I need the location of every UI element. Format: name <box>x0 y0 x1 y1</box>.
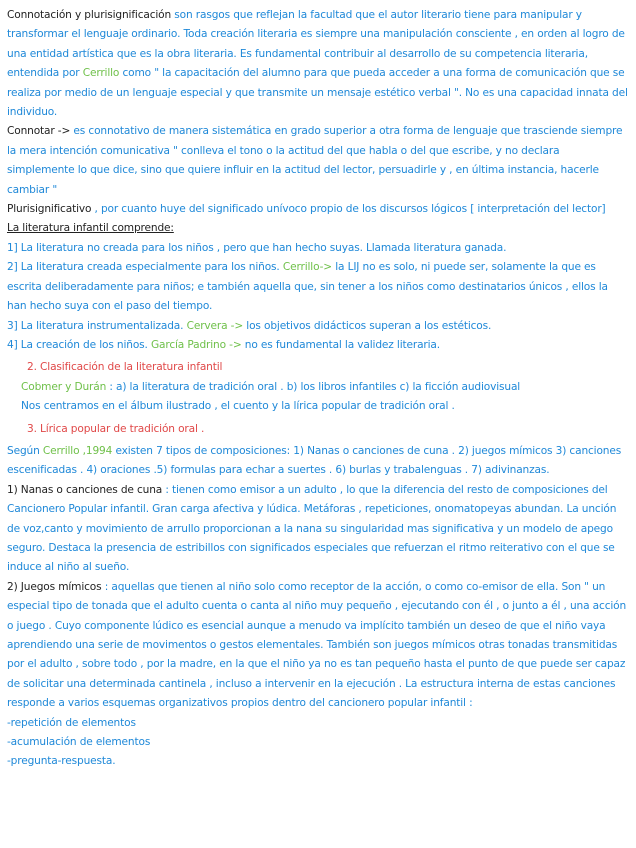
connotar-text: es connotativo de manera sistemática en grado superior a otra forma de lenguaje que trasciende siempre la mera intención comunicativa " conlleva el tono o la actitud del que habla o del que escribe, y no declara simplemente lo que dice, sino que quiere influir en la actitud del lector, persuadirle y , en última instancia, hacerle cambiar " <box>7 125 623 196</box>
intro-text-1: son rasgos que reflejan la facultad que el autor literario tiene para manipular y transformar el lenguaje ordinario. Toda creación literaria es siempre una manipulación consciente , en orden al logro de una entidad artística que es la obra literaria. Es fundamental contribuir al desarrollo de su competencia literaria, entendida por <box>7 9 625 80</box>
section-3-text-b: existen 7 tipos de composiciones: 1) Nanas o canciones de cuna . 2) juegos mímicos 3) canciones escenificadas . 4) oraciones .5) formulas para echar a suertes . 6) burlas y trabalenguas . 7) adivinanzas. <box>7 444 622 477</box>
section-3-author: Cerrillo ,1994 <box>42 444 113 457</box>
term-connotar: Connotar -> <box>7 125 71 138</box>
lij-item-3-text-a: 3] La literatura instrumentalizada. <box>7 319 187 332</box>
lij-item-2-text-b: la LIJ no es solo, ni puede ser, solamente la que es escrita deliberadamente para niños; e también aquella que, sin tener a los niños como destinatarios únicos , ellos la han hecho suya con el paso del tiempo. <box>7 261 608 313</box>
lij-item-3-text-b: los objetivos didácticos superan a los estéticos. <box>243 319 492 332</box>
lij-item-1: 1] La literatura no creada para los niños , pero que han hecho suyas. Llamada literatura ganada. <box>7 241 507 254</box>
section-2-text-1: : a) la literatura de tradición oral . b) los libros infantiles c) la ficción audiovisual <box>106 380 521 393</box>
author-cerrillo: Cerrillo <box>82 67 120 80</box>
section-2-line-2: Nos centramos en el álbum ilustrado , el cuento y la lírica popular de tradición oral . <box>21 400 455 413</box>
term-nanas: 1) Nanas o canciones de cuna <box>7 483 163 496</box>
nanas-paragraph <box>7 481 630 578</box>
lij-item-3-author: Cervera -> <box>186 319 244 332</box>
lij-item-4-text-b: no es fundamental la validez literaria. <box>241 338 440 351</box>
nanas-text: : tienen como emisor a un adulto , lo que la diferencia del resto de composiciones del Cancionero Popular infantil. Gran carga afectiva y lúdica. Metáforas , repeticiones, onomatopeyas abundan. La unción de voz,canto y movimiento de arrullo proporcionan a la nana su singularidad mas significativa y un modelo de apego seguro. Destaca la presencia de estribillos con significados especiales que refuerzan el ritmo reiterativo con el que se induce al niño al sueño. <box>7 483 617 574</box>
pluri-paragraph <box>7 200 630 219</box>
list-item: -acumulación de elementos <box>7 736 151 749</box>
lij-item-4-text-a: 4] La creación de los niños. <box>7 338 151 351</box>
list-item: -repetición de elementos <box>7 716 136 729</box>
lij-item-2-text-a: 2] La literatura creada especialmente para los niños. <box>7 261 283 274</box>
term-juegos: 2) Juegos mímicos <box>7 580 102 593</box>
lij-item-2-author: Cerrillo-> <box>282 261 333 274</box>
section-2-heading: 2. Clasificación de la literatura infantil <box>27 361 223 374</box>
intro-text-2: como " la capacitación del alumno para que pueda acceder a una forma de comunicación que se realiza por medio de un lenguaje especial y que transmite un mensaje estético verbal ". No es una capacidad innata del individuo. <box>7 67 628 119</box>
juegos-paragraph <box>7 578 630 714</box>
section-3-text-a: Según <box>7 444 43 457</box>
lij-item-3 <box>7 317 630 336</box>
lij-heading: La literatura infantil comprende: <box>7 222 174 235</box>
lij-item-2 <box>7 258 630 316</box>
term-plurisignificativo: Plurisignificativo <box>7 203 92 216</box>
section-3-heading: 3. Lírica popular de tradición oral . <box>27 422 205 435</box>
lij-item-4 <box>7 336 630 355</box>
intro-paragraph <box>7 6 630 122</box>
section-3-intro <box>7 442 630 481</box>
section-2-line-1 <box>7 378 630 397</box>
section-2-author: Cobmer y Durán <box>21 380 107 393</box>
lij-item-4-author: García Padrino -> <box>150 338 242 351</box>
pluri-text: , por cuanto huye del significado unívoco propio de los discursos lógicos [ interpretación del lector] <box>91 203 606 216</box>
term-connotacion: Connotación y plurisignificación <box>7 9 172 21</box>
juegos-text: : aquellas que tienen al niño solo como receptor de la acción, o como co-emisor de ella. Son " un especial tipo de tonada que el adulto cuenta o canta al niño muy pequeño , ejecutando con él , o junto a él , una acción o juego . Cuyo componente lúdico es esencial aunque a menudo va implícito también un deseo de que el niño vaya aprendiendo una serie de movimentos o gestos elementales. También son juegos mímicos otras tonadas transmitidas por el adulto , sobre todo , por la madre, en la que el niño ya no es tan pequeño hasta el punto de que puede ser capaz de solicitar una determinada cantinela , incluso a intervenir en la ejecución . La estructura interna de estas canciones responde a varios esquemas organizativos propios dentro del cancionero popular infantil : <box>7 580 627 710</box>
connotar-paragraph <box>7 122 630 200</box>
list-item: -pregunta-respuesta. <box>7 755 116 768</box>
